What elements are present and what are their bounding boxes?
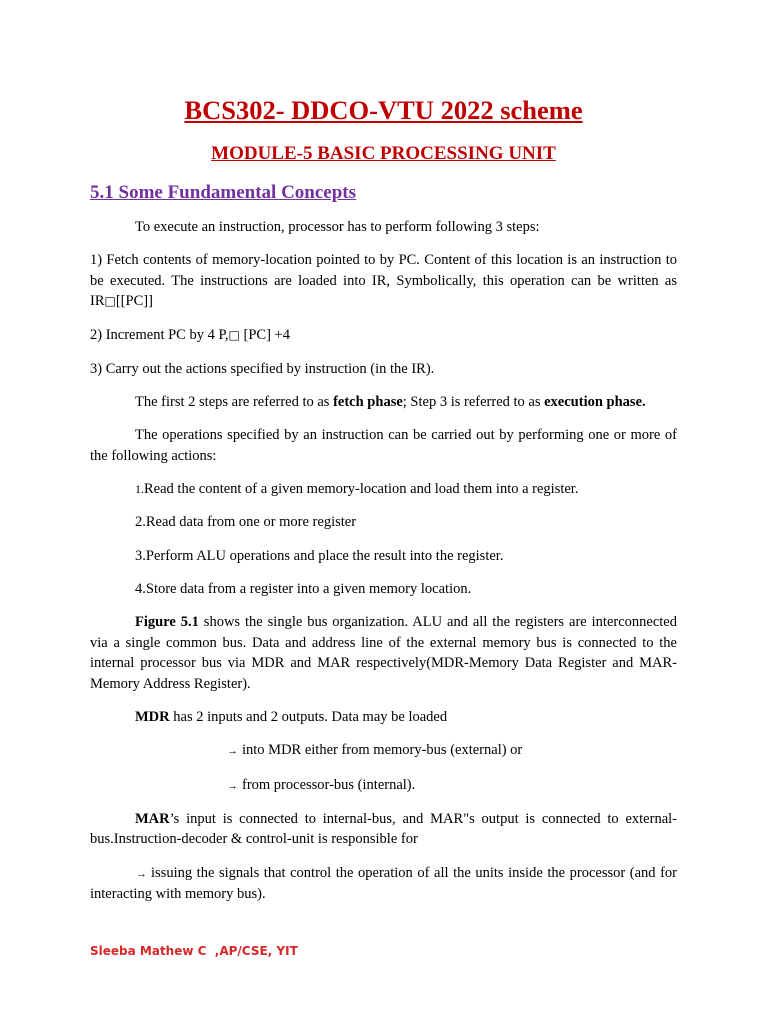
figure-text: shows the single bus organization. ALU and all the registers are interconnected via a single common bus. Data and address line of the external memory bus is connected to the internal processor bus via MDR and MAR respectively(MDR-Memory Data Register and MAR-Memory Address Register). (90, 614, 677, 692)
arrow-right-icon: → (136, 867, 147, 880)
figure-paragraph (90, 612, 677, 694)
step-2-paragraph (90, 325, 677, 346)
step-2-tail: [PC] +4 (239, 327, 290, 343)
figure-reference: Figure 5.1 (135, 614, 199, 630)
action-1-text: Read the content of a given memory-location and load them into a register. (144, 480, 579, 497)
control-item-text: issuing the signals that control the operation of all the units inside the processor (and for interacting with memory bus). (90, 864, 677, 902)
action-3-text: 3.Perform ALU operations and place the result into the register. (135, 547, 504, 564)
step-1-tail: [[PC]] (115, 293, 153, 309)
mdr-paragraph (90, 707, 677, 728)
execution-phase-term: execution phase. (544, 394, 646, 410)
step-3-paragraph (90, 359, 677, 380)
step-2-text: 2) Increment PC by 4 P, (90, 327, 229, 343)
action-4-paragraph (90, 579, 677, 600)
missing-glyph-icon: □ (228, 328, 240, 342)
operations-paragraph (90, 425, 677, 466)
mdr-text: has 2 inputs and 2 outputs. Data may be loaded (169, 708, 448, 725)
section-title: 5.1 Some Fundamental Concepts (90, 182, 357, 203)
action-2-paragraph (90, 512, 677, 533)
action-3-paragraph (90, 546, 677, 567)
phase-text-1: The first 2 steps are referred to as (135, 394, 334, 410)
arrow-right-icon: → (227, 779, 238, 792)
mdr-item-2 (90, 775, 677, 797)
page-footer: Sleeba Mathew C ,AP/CSE, YIT (90, 944, 298, 958)
intro-paragraph (90, 217, 677, 238)
action-1-paragraph (90, 479, 677, 500)
operations-text: The operations specified by an instruction can be carried out by performing one or more of the following actions: (90, 427, 677, 464)
step-3-text: 3) Carry out the actions specified by instruction (in the IR). (90, 360, 435, 377)
mdr-term: MDR (135, 708, 170, 725)
module-title: MODULE-5 BASIC PROCESSING UNIT (211, 143, 556, 164)
mar-paragraph (90, 809, 677, 850)
phase-text-2: ; Step 3 is referred to as (402, 394, 545, 410)
action-4-text: 4.Store data from a register into a given memory location. (135, 581, 472, 597)
phase-paragraph (90, 392, 677, 413)
mdr-item-1-text: into MDR either from memory-bus (external) or (242, 741, 523, 758)
mar-text: ’s input is connected to internal-bus, and MAR"s output is connected to external-bus.Instruction-decoder & control-unit is responsible for (90, 810, 677, 847)
document-title: BCS302- DDCO-VTU 2022 scheme (184, 95, 583, 125)
action-2-text: 2.Read data from one or more register (135, 514, 357, 530)
control-item (90, 863, 677, 905)
document-body (90, 92, 677, 905)
mar-term: MAR (135, 810, 170, 827)
mdr-item-1 (90, 740, 677, 762)
fetch-phase-term: fetch phase (333, 394, 403, 410)
missing-glyph-icon: □ (104, 294, 116, 308)
intro-text: To execute an instruction, processor has to perform following 3 steps: (135, 219, 540, 235)
mdr-item-2-text: from processor-bus (internal). (242, 776, 416, 793)
step-1-text: 1) Fetch contents of memory-location pointed to by PC. Content of this location is an instruction to be executed. The instructions are loaded into IR, Symbolically, this operation can be written as IR (90, 252, 677, 309)
action-1-number: 1. (135, 481, 144, 496)
step-1-paragraph (90, 250, 677, 312)
arrow-right-icon: → (227, 744, 238, 757)
